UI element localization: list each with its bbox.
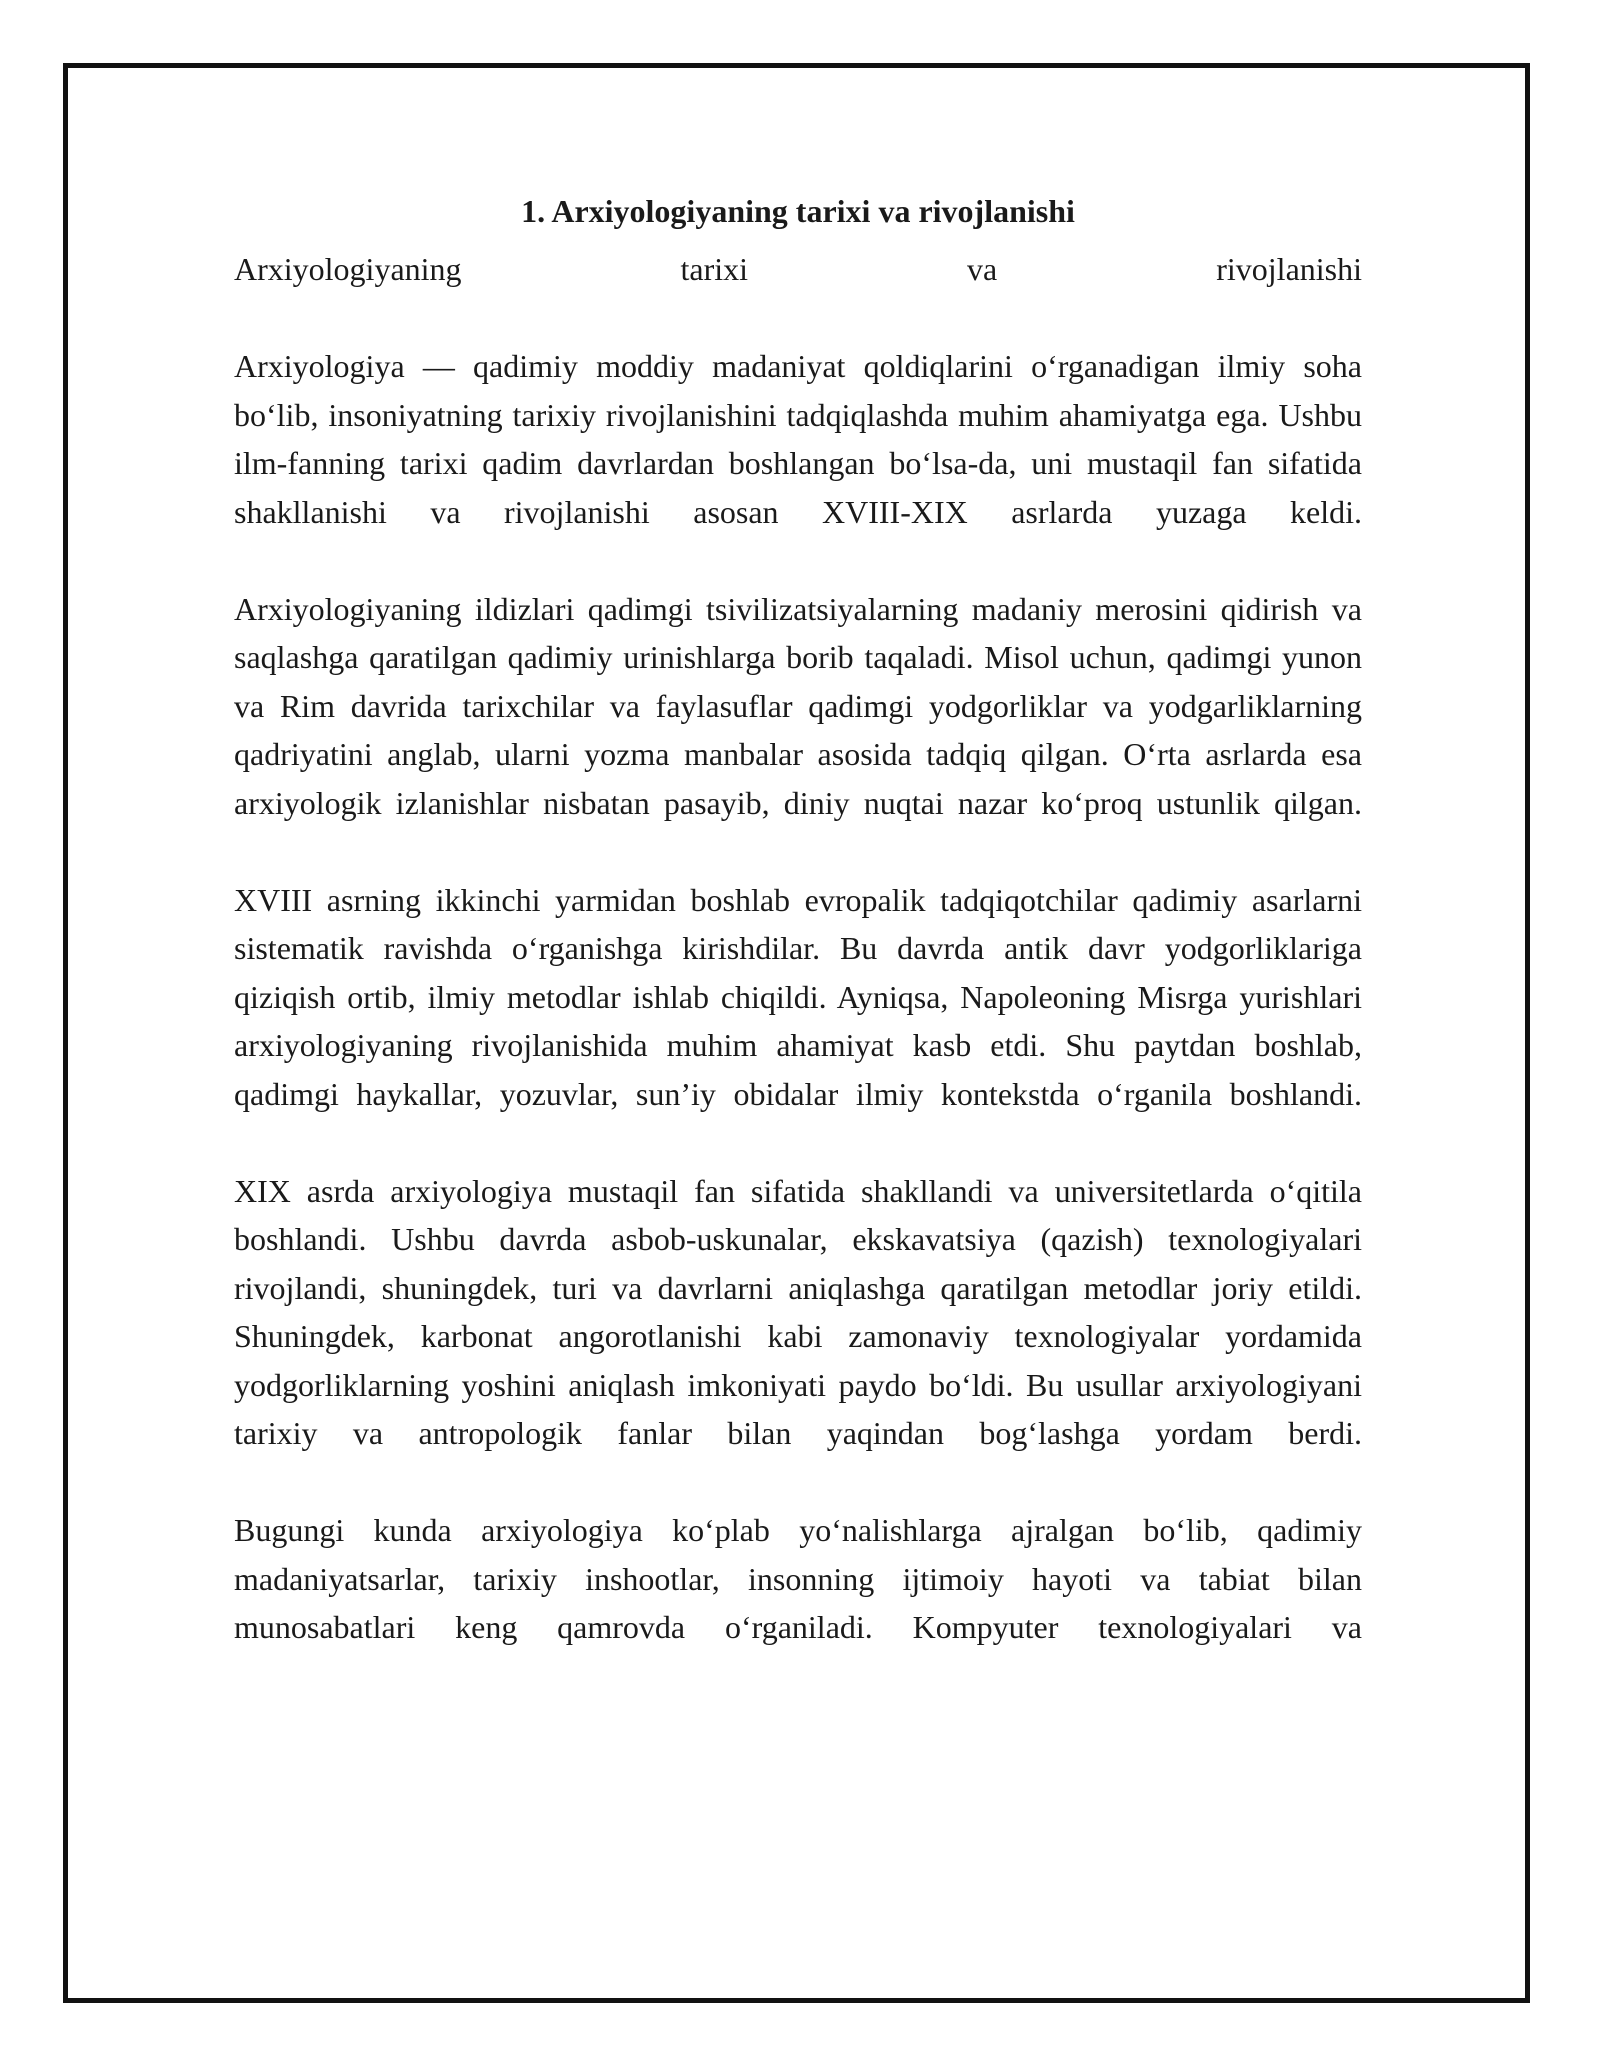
paragraph-4: XIX asrda arxiyologiya mustaqil fan sifatida shakllandi va universitetlarda o‘qitila boshlandi. Ushbu davrda asbob-uskunalar, ekskavatsiya (qazish) texnologiyalari rivojlandi, shuningdek, turi va davrlarni aniqlashga qaratilgan metodlar joriy etildi. Shuningdek, karbonat angorotlanishi kabi zamonaviy texnologiyalar yordamida yodgorliklarning yoshini aniqlash imkoniyati paydo bo‘ldi. Bu usullar arxiyologiyani tarixiy va antropologik fanlar bilan yaqindan bog‘lashga yordam berdi. — [234, 1172, 1362, 1451]
document-title: 1. Arxiyologiyaning tarixi va rivojlanishi — [521, 193, 1075, 229]
paragraph-5: Bugungi kunda arxiyologiya ko‘plab yo‘nalishlarga ajralgan bo‘lib, qadimiy madaniyatsarlar, tarixiy inshootlar, insonning ijtimoiy hayoti va tabiat bilan munosabatlari keng qamrovda o‘rganiladi. Kompyuter texnologiyalari va — [234, 1512, 1362, 1645]
paragraph-2: Arxiyologiyaning ildizlari qadimgi tsivilizatsiyalarning madaniy merosini qidirish va saqlashga qaratilgan qadimiy urinishlarga borib taqaladi. Misol uchun, qadimgi yunon va Rim davrida tarixchilar va faylasuflar qadimgi yodgorliklar va yodgarliklarning qadriyatini anglab, ularni yozma manbalar asosida tadqiq qilgan. O‘rta asrlarda esa arxiyologik izlanishlar nisbatan pasayib, diniy nuqtai nazar ko‘proq ustunlik qilgan. — [234, 590, 1362, 821]
document-body — [234, 183, 1362, 1652]
paragraph-1: Arxiyologiya — qadimiy moddiy madaniyat qoldiqlarini o‘rganadigan ilmiy soha bo‘lib, insoniyatning tarixiy rivojlanishini tadqiqlashda muhim ahamiyatga ega. Ushbu ilm-fanning tarixi qadim davrlardan boshlangan bo‘lsa-da, uni mustaqil fan sifatida shakllanishi va rivojlanishi asosan XVIII-XIX asrlarda yuzaga keldi. — [234, 348, 1362, 530]
subtitle-paragraph: Arxiyologiyaning tarixi va rivojlanishi — [234, 251, 1362, 287]
paragraph-3: XVIII asrning ikkinchi yarmidan boshlab evropalik tadqiqotchilar qadimiy asarlarni sistematik ravishda o‘rganishga kirishdilar. Bu davrda antik davr yodgorliklariga qiziqish ortib, ilmiy metodlar ishlab chiqildi. Ayniqsa, Napoleoning Misrga yurishlari arxiyologiyaning rivojlanishida muhim ahamiyat kasb etdi. Shu paytdan boshlab, qadimgi haykallar, yozuvlar, sun’iy obidalar ilmiy kontekstda o‘rganila boshlandi. — [234, 881, 1362, 1112]
